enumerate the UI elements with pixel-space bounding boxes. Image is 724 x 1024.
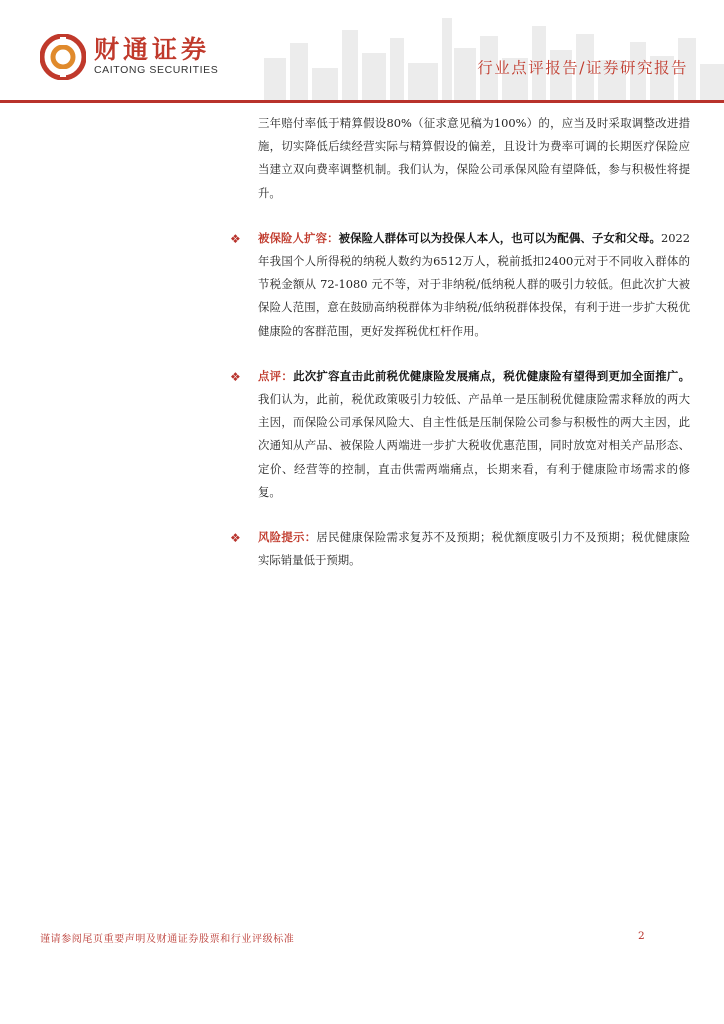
brand-name-english: CAITONG SECURITIES bbox=[94, 64, 219, 76]
page-header bbox=[0, 0, 724, 104]
bullet-paragraph bbox=[258, 227, 690, 343]
diamond-bullet-icon: ❖ bbox=[230, 231, 241, 246]
bullet-lead: 点评： bbox=[258, 368, 294, 383]
caitong-logo-icon bbox=[40, 34, 86, 80]
report-body bbox=[230, 112, 690, 572]
bullet-paragraph bbox=[258, 526, 690, 572]
diamond-bullet-icon: ❖ bbox=[230, 369, 241, 384]
bullet-lead: 风险提示： bbox=[258, 530, 317, 545]
bullet-text: 居民健康保险需求复苏不及预期；税优额度吸引力不及预期；税优健康险实际销量低于预期。 bbox=[258, 530, 690, 568]
bullet-item-insured-expansion bbox=[230, 227, 690, 343]
bullet-text: 2022年我国个人所得税的纳税人数约为6512万人，税前抵扣2400元对于不同收入群体的节税金额从 72-1080 元不等，对于非纳税/低纳税人群的吸引力较低。但此次扩大被保险人范围，意在鼓励高纳税群体为非纳税/低纳税群体投保，有利于进一步扩大税优健康险的客群范围，更好发挥税优杠杆作用。 bbox=[258, 230, 690, 338]
page-number: 2 bbox=[638, 930, 645, 942]
brand-name-chinese: 财通证券 bbox=[94, 35, 211, 64]
report-type-label: 行业点评报告/证券研究报告 bbox=[477, 59, 688, 77]
bullet-emphasis: 此次扩容直击此前税优健康险发展痛点，税优健康险有望得到更加全面推广。 bbox=[293, 368, 690, 383]
bullet-emphasis: 被保险人群体可以为投保人本人，也可以为配偶、子女和父母。 bbox=[338, 230, 661, 245]
diamond-bullet-icon: ❖ bbox=[230, 531, 241, 546]
bullet-paragraph bbox=[258, 365, 690, 504]
bullet-lead: 被保险人扩容： bbox=[258, 230, 339, 245]
footer-disclaimer: 谨请参阅尾页重要声明及财通证券股票和行业评级标准 bbox=[40, 934, 295, 945]
bullet-item-comment bbox=[230, 365, 690, 504]
bullet-item-risk-warning bbox=[230, 526, 690, 572]
header-divider bbox=[0, 100, 724, 103]
city-skyline-watermark bbox=[254, 8, 724, 100]
intro-paragraph: 三年赔付率低于精算假设80%（征求意见稿为100%）的，应当及时采取调整改进措施，切实降低后续经营实际与精算假设的偏差，且设计为费率可调的长期医疗保险应当建立双向费率调整机制。我们认为，保险公司承保风险有望降低，参与积极性将提升。 bbox=[258, 116, 690, 200]
bullet-text: 我们认为，此前，税优政策吸引力较低、产品单一是压制税优健康险需求释放的两大主因，而保险公司承保风险大、自主性低是压制保险公司参与积极性的两大主因，此次通知从产品、被保险人两端进一步扩大税收优惠范围，同时放宽对相关产品形态、定价、经营等的控制，直击供需两端痛点，长期来看，有利于健康险市场需求的修复。 bbox=[258, 392, 690, 499]
